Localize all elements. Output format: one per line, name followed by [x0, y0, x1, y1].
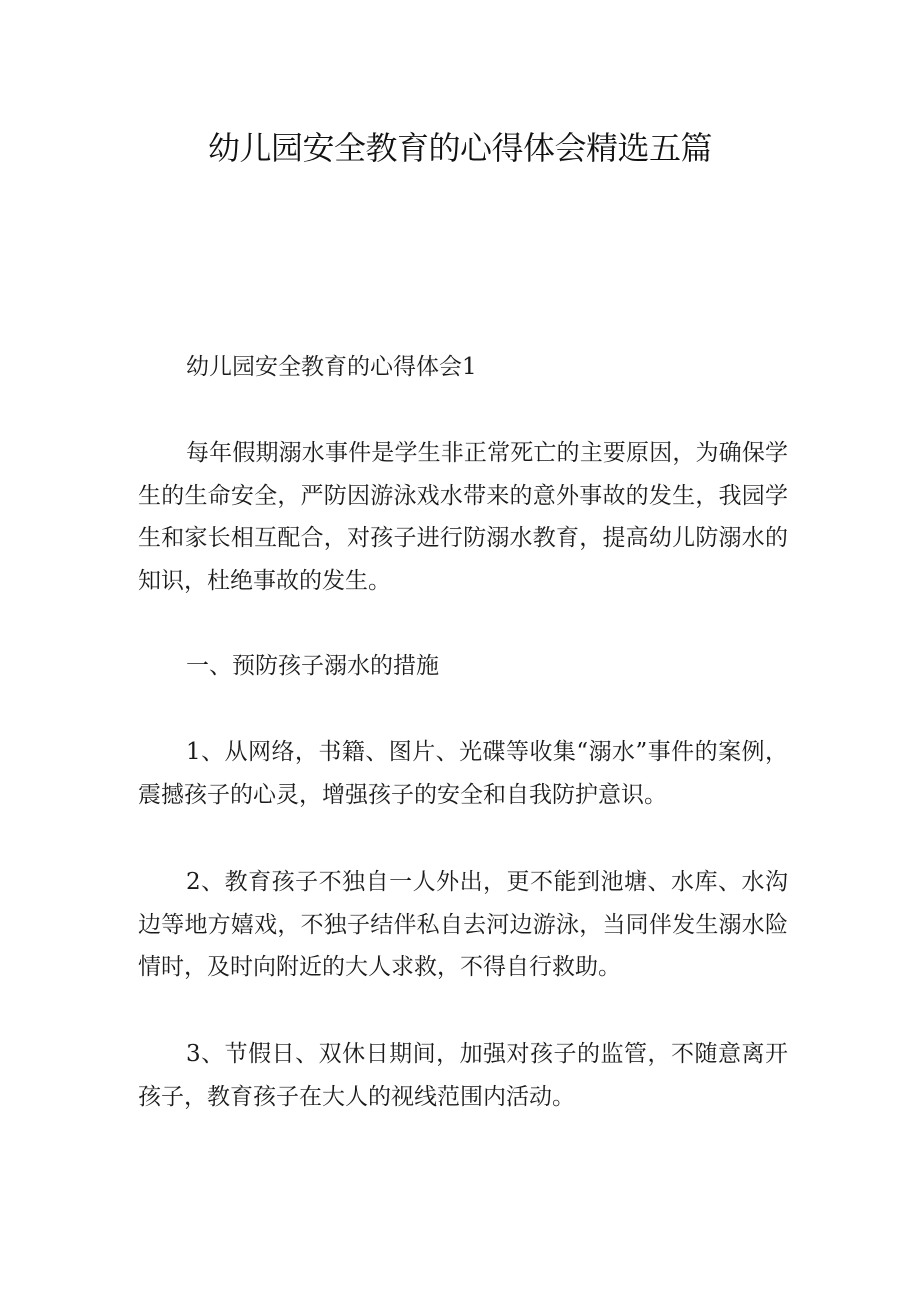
- section-heading: 幼儿园安全教育的心得体会1: [186, 354, 477, 380]
- document-title: 幼儿园安全教育的心得体会精选五篇: [207, 129, 712, 167]
- measures-heading: 一、预防孩子溺水的措施: [186, 653, 439, 679]
- measure-item-1: 1、从网络，书籍、图片、光碟等收集“溺水”事件的案例，震撼孩子的心灵，增强孩子的安全和自我防护意识。: [138, 739, 788, 808]
- measure-item-2: 2、教育孩子不独自一人外出，更不能到池塘、水库、水沟边等地方嬉戏，不独子结伴私自去河边游泳，当同伴发生溺水险情时，及时向附近的大人求救，不得自行救助。: [138, 869, 788, 980]
- intro-paragraph: 每年假期溺水事件是学生非正常死亡的主要原因，为确保学生的生命安全，严防因游泳戏水带来的意外事故的发生，我园学生和家长相互配合，对孩子进行防溺水教育，提高幼儿防溺水的知识，杜绝事故的发生。: [138, 440, 788, 594]
- measure-item-3: 3、节假日、双休日期间，加强对孩子的监管，不随意离开孩子，教育孩子在大人的视线范围内活动。: [138, 1041, 788, 1110]
